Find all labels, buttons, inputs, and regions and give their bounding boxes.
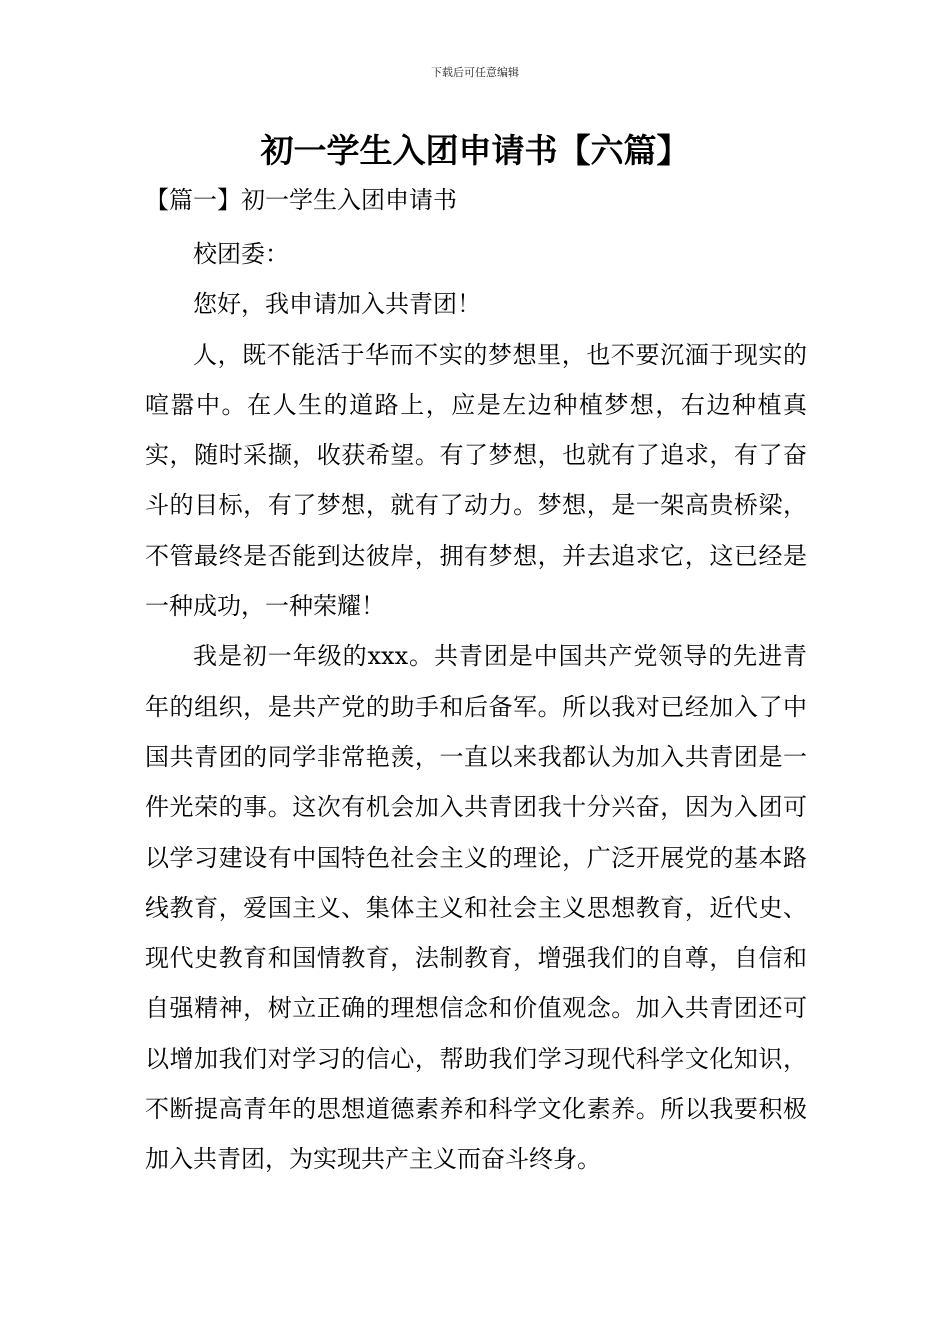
header-note: 下载后可任意编辑: [431, 66, 519, 79]
salutation: 校团委：: [193, 240, 289, 268]
document-title: 初一学生入团申请书【六篇】: [260, 131, 690, 170]
body-paragraph: 我是初一年级的xxx。共青团是中国共产党领导的先进青年的组织，是共产党的助手和后备军。所以我对已经加入了中国共青团的同学非常艳羡，一直以来我都认为加入共青团是一件光荣的事。这次有机会加入共青团我十分兴奋，因为入团可以学习建设有中国特色社会主义的理论，广泛开展党的基本路线教育，爱国主义、集体主义和社会主义思想教育，近代史、现代史教育和国情教育，法制教育，增强我们的自尊，自信和自强精神，树立正确的理想信念和价值观念。加入共青团还可以增加我们对学习的信心，帮助我们学习现代科学文化知识，不断提高青年的思想道德素养和科学文化素养。所以我要积极加入共青团，为实现共产主义而奋斗终身。: [145, 642, 807, 1174]
body-paragraph: 人，既不能活于华而不实的梦想里，也不要沉湎于现实的喧嚣中。在人生的道路上，应是左边种植梦想，右边种植真实，随时采撷，收获希望。有了梦想，也就有了追求，有了奋斗的目标，有了梦想，就有了动力。梦想，是一架高贵桥梁，不管最终是否能到达彼岸，拥有梦想，并去追求它，这已经是一种成功，一种荣耀！: [145, 340, 807, 621]
greeting-paragraph: 您好，我申请加入共青团！: [193, 290, 481, 319]
section-heading: 【篇一】初一学生入团申请书: [145, 186, 457, 214]
document-body: [145, 229, 807, 1185]
